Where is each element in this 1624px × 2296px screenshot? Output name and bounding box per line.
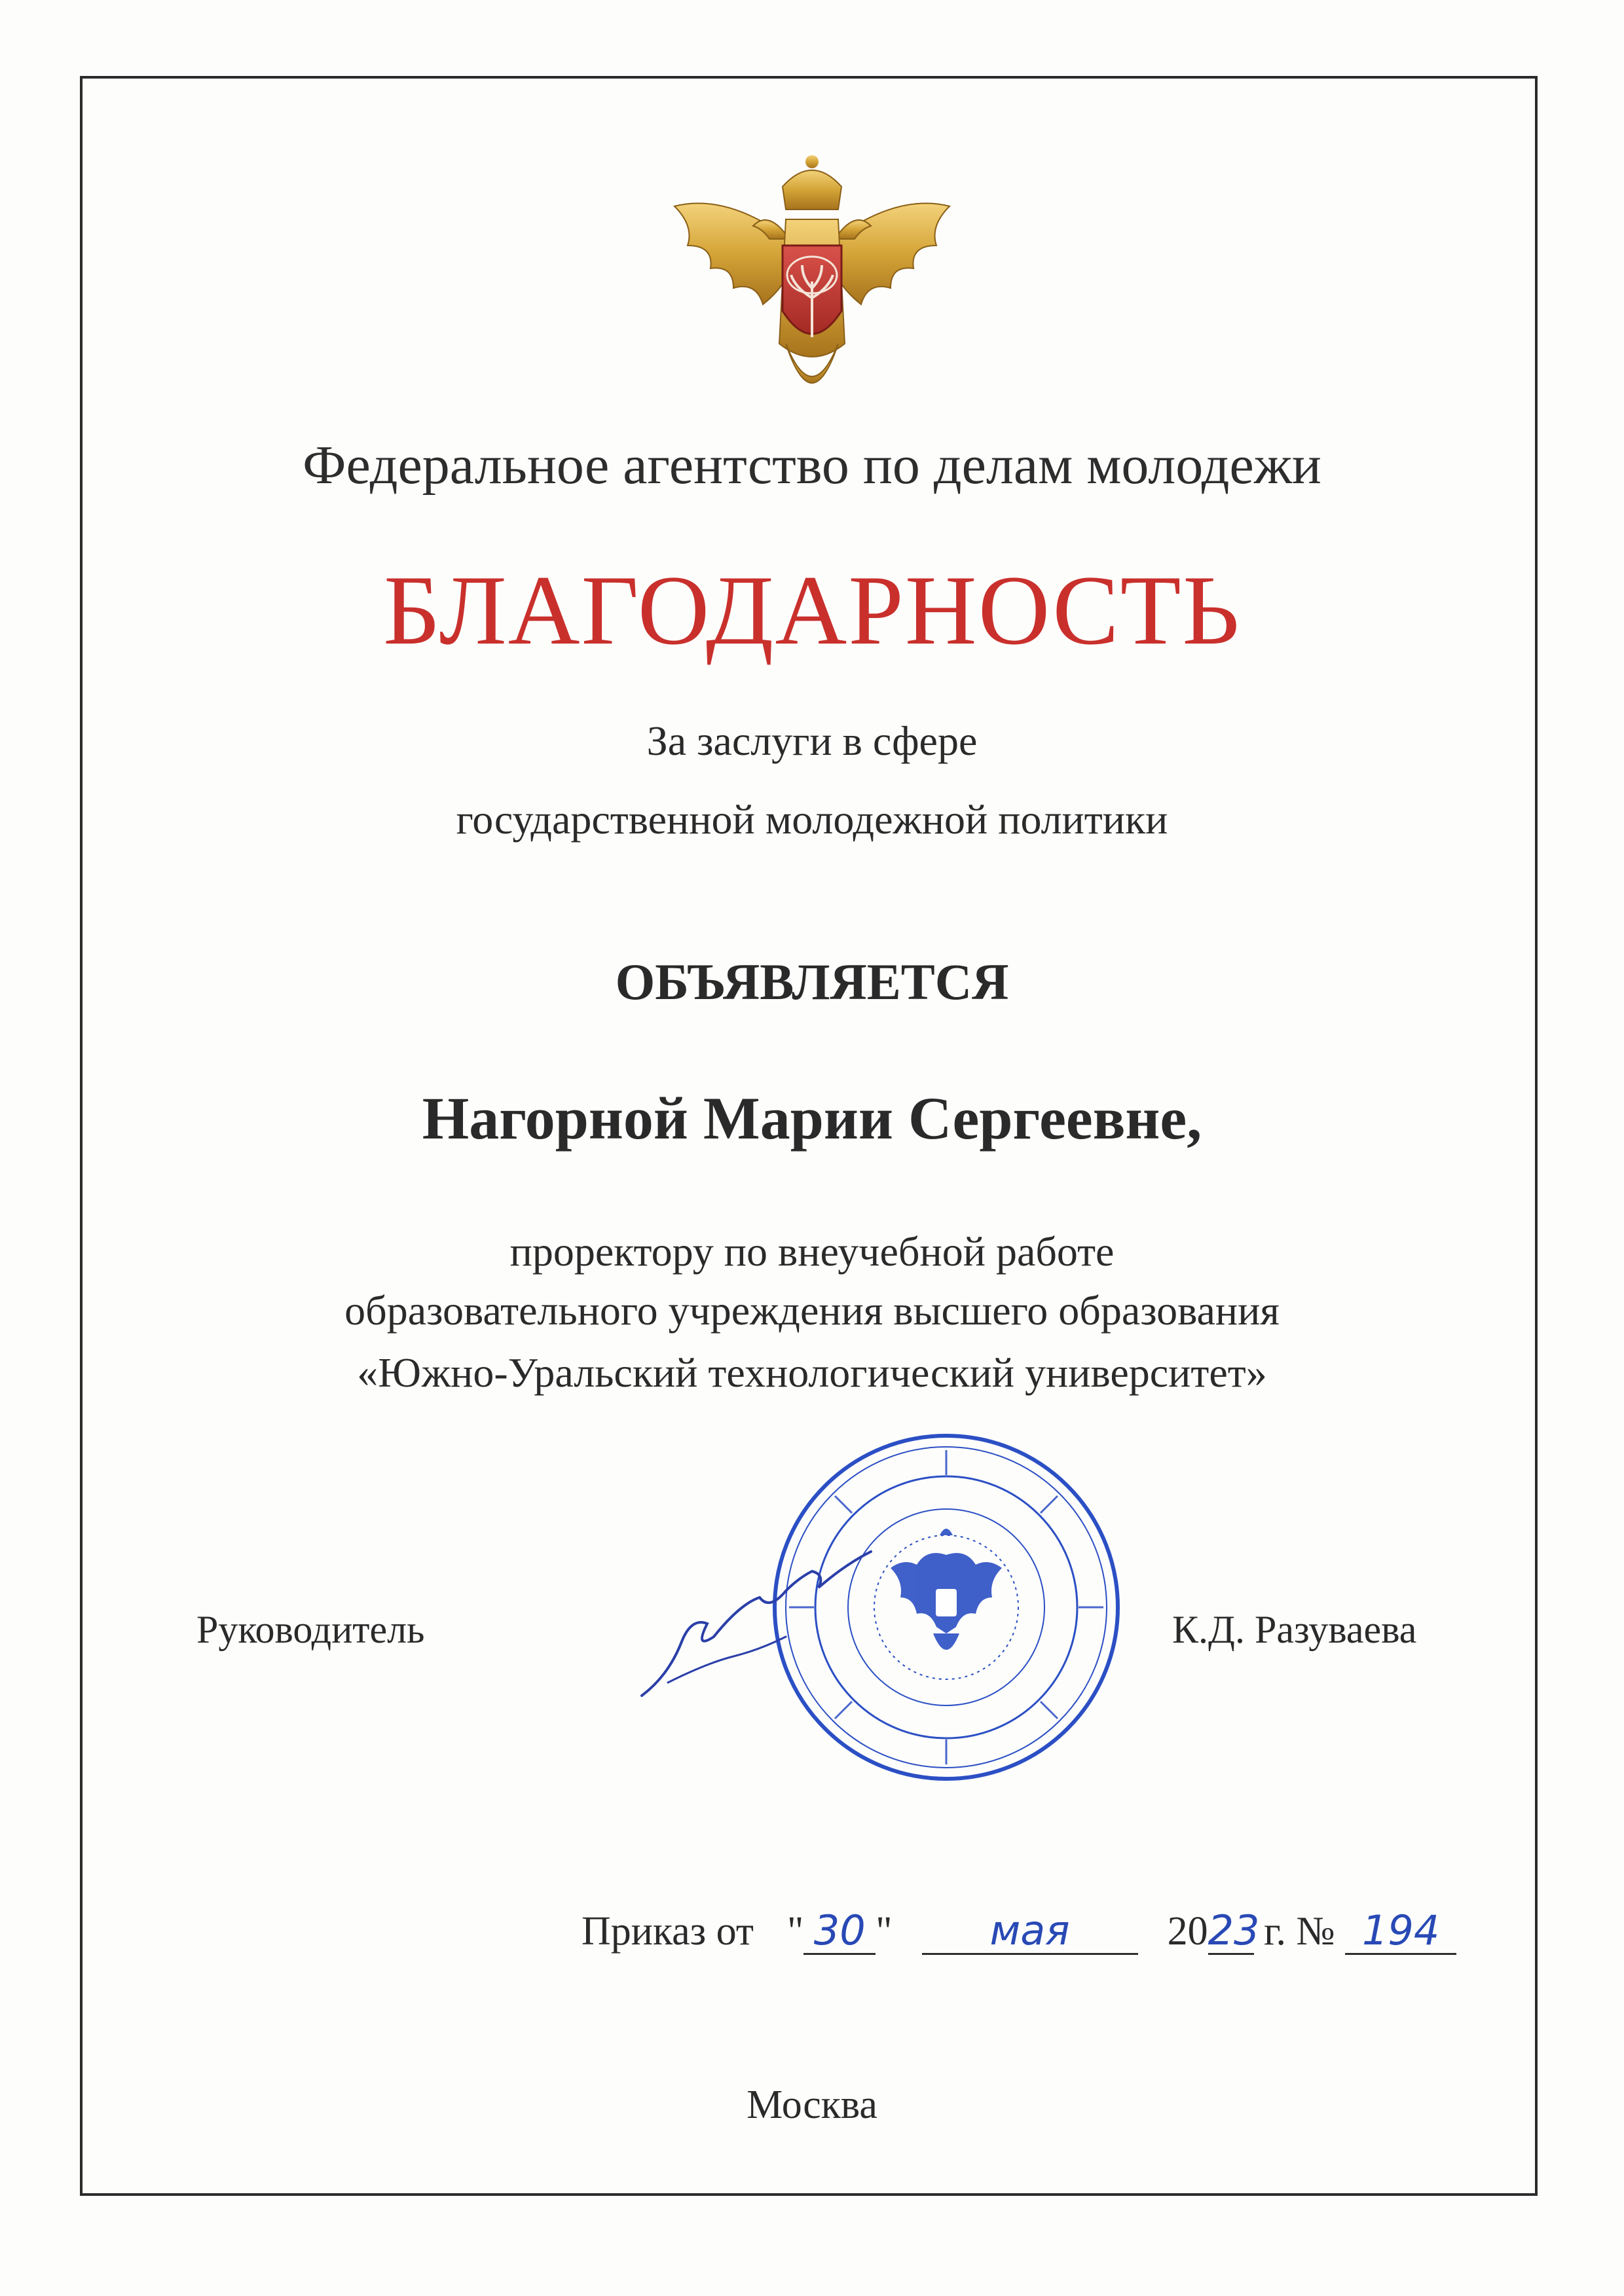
position-line-3: «Южно-Уральский технологический университет» xyxy=(357,1349,1267,1396)
city: Москва xyxy=(747,2083,877,2127)
eagle-emblem-icon xyxy=(648,147,976,422)
merit-line-2: государственной молодежной политики xyxy=(456,796,1168,843)
document-title: БЛАГОДАРНОСТЬ xyxy=(383,555,1241,665)
order-day: 30 xyxy=(803,1908,876,1955)
order-number: 194 xyxy=(1345,1908,1456,1955)
position-line-2: образовательного учреждения высшего образования xyxy=(344,1287,1280,1334)
recipient-name: Нагорной Марии Сергеевне, xyxy=(422,1085,1202,1152)
announce-heading: ОБЪЯВЛЯЕТСЯ xyxy=(615,953,1009,1010)
order-prefix: Приказ от xyxy=(581,1909,754,1954)
agency-name: Федеральное агентство по делам молодежи xyxy=(303,435,1321,496)
signature-icon xyxy=(629,1525,891,1722)
merit-line-1: За заслуги в сфере xyxy=(646,718,978,764)
order-month: мая xyxy=(922,1908,1138,1955)
order-quote-close: " xyxy=(876,1909,893,1954)
order-year-mark: г. № xyxy=(1264,1909,1335,1954)
order-line xyxy=(581,1908,1456,1955)
order-year-prefix: 20 xyxy=(1167,1909,1208,1954)
position-line-1: проректору по внеучебной работе xyxy=(509,1228,1115,1275)
signatory-name: К.Д. Разуваева xyxy=(1172,1608,1417,1651)
order-quote-open: " xyxy=(786,1909,804,1954)
order-year-suffix: 23 xyxy=(1208,1906,1260,1954)
signatory-role: Руководитель xyxy=(196,1608,425,1651)
